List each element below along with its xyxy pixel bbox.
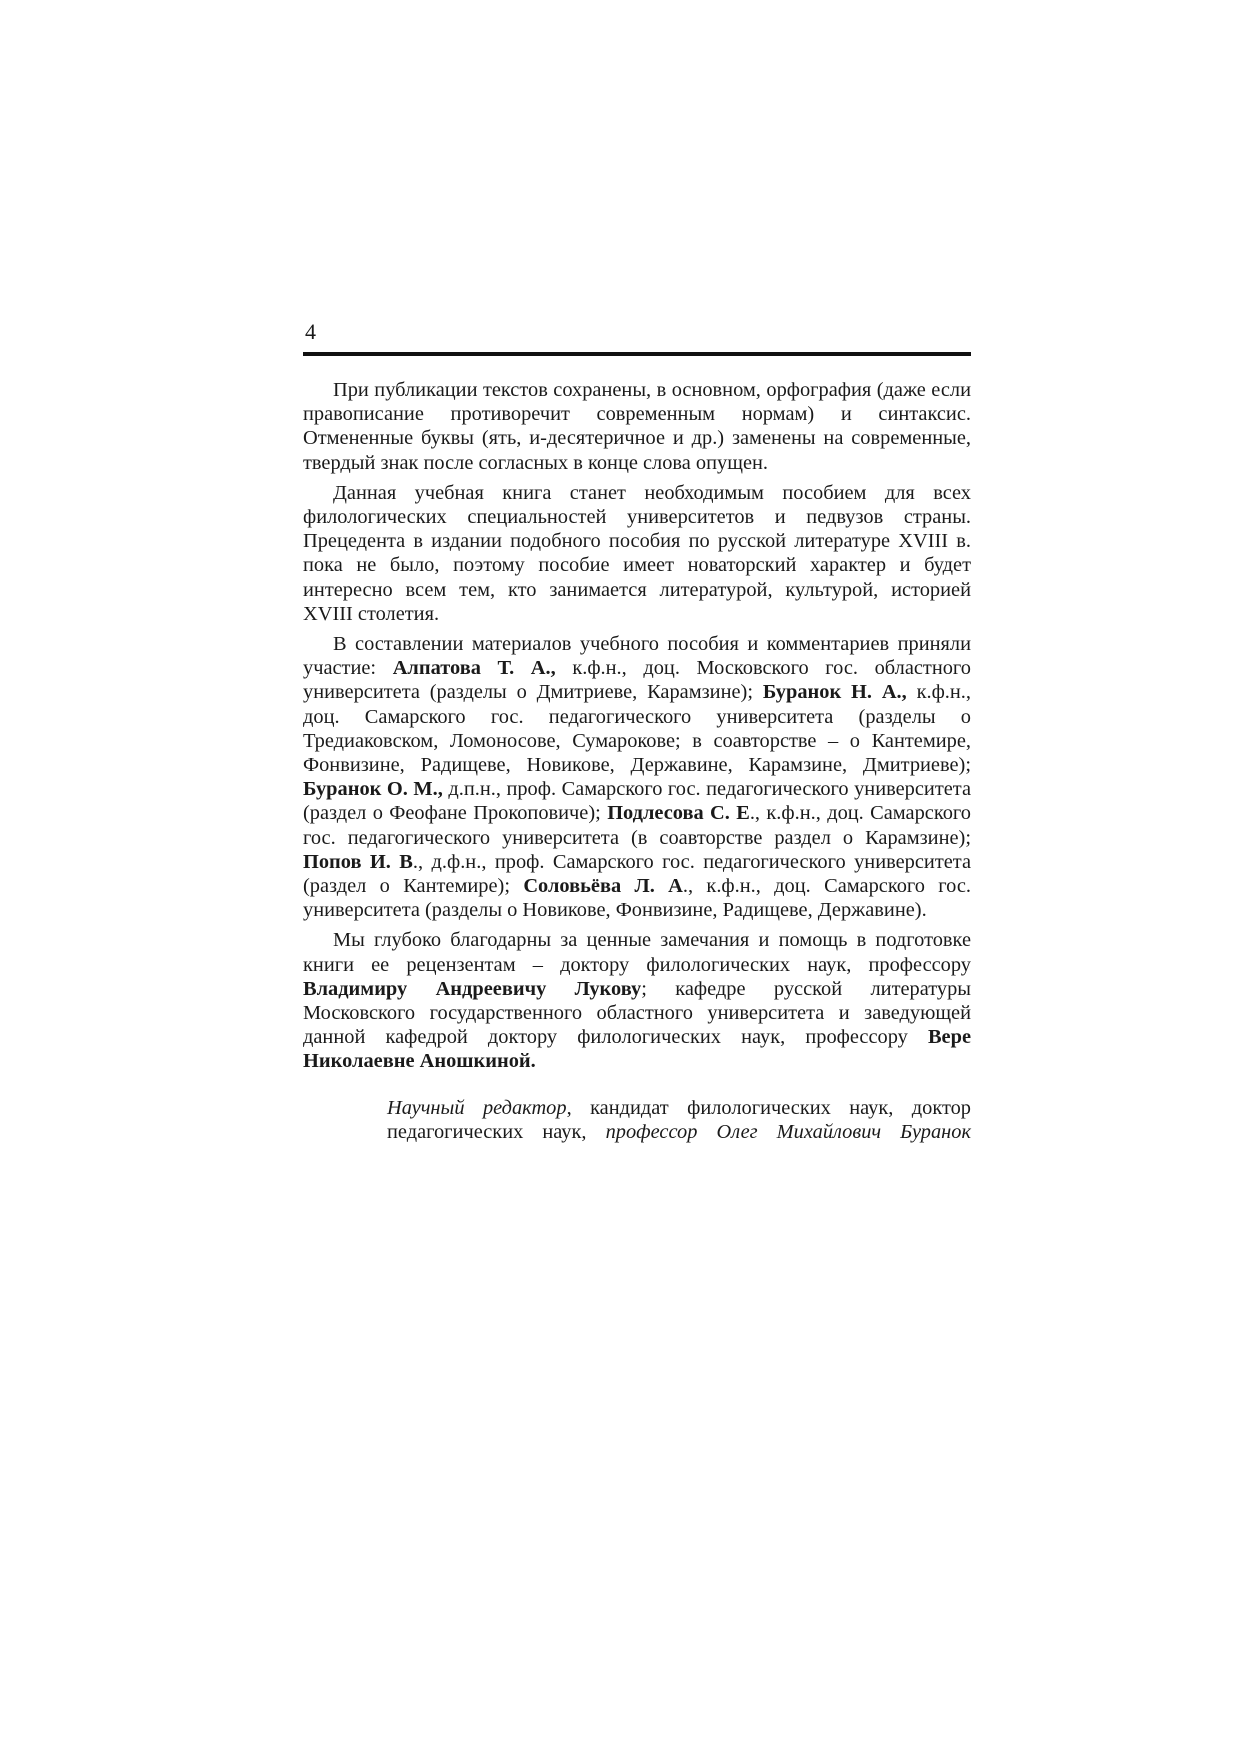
paragraph-contributors: [303, 632, 971, 922]
contributor-name: Буранок О. М.,: [303, 778, 443, 801]
header-rule: [303, 352, 971, 356]
contributor-details: к.ф.н., доц. Самарского гос. педагогического университета (разделы о Тредиаковском, Ломоносове, Сумарокове; в соавторстве – о Кантемире, Фонвизине, Радищеве, Новикове, Державине, Карамзине, Дмитриеве);: [303, 681, 971, 777]
contributor-details: ., к.ф.н., доц. Самарского гос. университета (разделы о Новикове, Фонвизине, Радищеве, Державине).: [303, 875, 971, 922]
editor-role: Научный редактор: [387, 1096, 567, 1119]
acknowledgement-text: ; кафедре русской литературы Московского государственного областного университета и заведующей данной кафедрой доктору филологических наук, профессору: [303, 977, 971, 1049]
page-number: 4: [305, 319, 316, 344]
contributor-details: к.ф.н., доц. Московского гос. областного университета (разделы о Дмитриеве, Карамзине);: [303, 657, 971, 704]
department-head-name: Вере Николаевне Аношкиной.: [303, 1026, 971, 1073]
paragraph-acknowledgements: [303, 928, 971, 1073]
contributors-intro: В составлении материалов учебного пособия и комментариев приняли участие:: [303, 633, 971, 680]
contributor-name: Буранок Н. А.,: [762, 681, 907, 704]
editor-name: профессор Олег Михайлович Буранок: [605, 1120, 971, 1143]
contributor-name: Алпатова Т. А.,: [392, 657, 556, 680]
book-page: [303, 318, 971, 1144]
paragraph-purpose: Данная учебная книга станет необходимым пособием для всех филологических специальностей университетов и педвузов страны. Прецедента в издании подобного пособия по русской литературе XVIII в. пока не было, поэтому пособие имеет новаторский характер и будет интересно всем тем, кто занимается литературой, культурой, историей XVIII столетия.: [303, 481, 971, 625]
editor-credentials: , кандидат филологических наук, доктор педагогических наук,: [387, 1096, 972, 1143]
contributor-details: ., к.ф.н., доц. Самарского гос. педагогического университета (в соавторстве раздел о Карамзине);: [303, 802, 971, 849]
reviewer-name: Владимиру Андреевичу Лукову: [303, 977, 642, 1000]
main-text: [303, 378, 971, 1074]
contributor-name: Попов И. В: [303, 850, 413, 873]
contributor-details: ., д.ф.н., проф. Самарского гос. педагогического университета (раздел о Кантемире);: [303, 850, 971, 898]
paragraph-orthography: При публикации текстов сохранены, в основном, орфография (даже если правописание противоречит современным нормам) и синтаксис. Отмененные буквы (ять, и-десятеричное и др.) заменены на современные, твердый знак после согласных в конце слова опущен.: [303, 379, 971, 474]
contributor-name: Соловьёва Л. А: [523, 875, 683, 898]
acknowledgement-text: Мы глубоко благодарны за ценные замечания и помощь в подготовке книги ее рецензентам – доктору филологических наук, профессору: [303, 929, 971, 976]
contributor-name: Подлесова С. Е: [607, 802, 750, 825]
scientific-editor-note: [387, 1096, 971, 1144]
contributor-details: д.п.н., проф. Самарского гос. педагогического университета (раздел о Феофане Прокоповиче);: [303, 778, 971, 825]
